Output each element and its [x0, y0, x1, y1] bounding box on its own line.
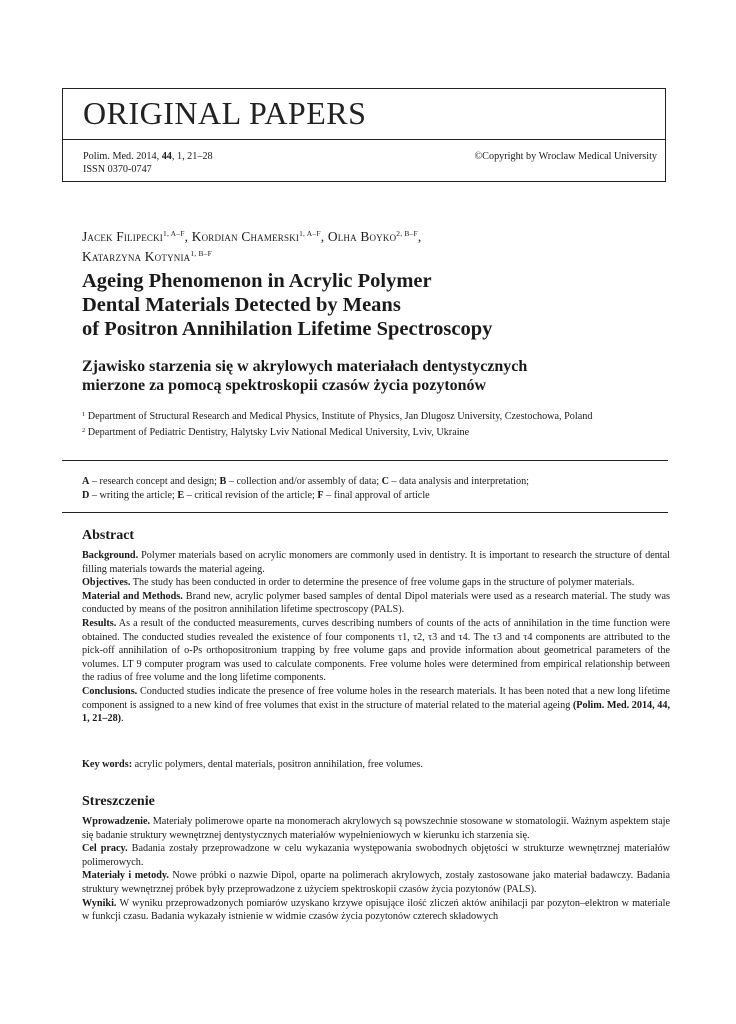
author-list	[82, 225, 682, 265]
citation: Polim. Med. 2014, 44, 1, 21–28	[83, 151, 213, 162]
copyright: ©Copyright by Wroclaw Medical University	[474, 151, 657, 162]
affiliations	[82, 408, 662, 439]
author: Katarzyna Kotynia$^{1, B-F}$	[82, 249, 212, 264]
streszczenie-section: Materiały i metody. Nowe próbki o nazwie Dipol, oparte na polimerach akrylowych, zostały zastosowane jako materiał badawczy. Badania struktury wewnętrznej próbek były przeprowadzone z użyciem spektroskopii czasów życia pozytonów (PALS).	[82, 870, 670, 895]
abstract-section: Conclusions. Conducted studies indicate the presence of free volume holes in the research materials. It has been noted that a new long lifetime component is assigned to a new kind of free volumes that exist in the structure of material related to the material ageing (Polim. Med. 2014, 44, 1, 21–28).	[82, 685, 670, 725]
author: Kordian Chamerski$^{1, A-F}$,	[191, 229, 328, 244]
streszczenie-section: Wprowadzenie. Materiały polimerowe oparte na monomerach akrylowych są powszechnie stosowane w stomatologii. Ważnym aspektem staje się badanie struktury wewnętrznej dentystycznych materiałów wypełnieniowych w kierunku ich starzenia się.	[82, 816, 670, 841]
streszczenie-body	[82, 815, 670, 924]
streszczenie-heading: Streszczenie	[82, 794, 155, 809]
header-divider	[63, 139, 665, 140]
section-label: ORIGINAL PAPERS	[83, 95, 367, 131]
affiliation: $^1$ Department of Structural Research and Medical Physics, Institute of Physics, Jan Dlugosz University, Czestochowa, Poland	[82, 411, 593, 422]
abstract-body	[82, 549, 670, 726]
citation-block	[83, 150, 213, 176]
contribution-legend: A – research concept and design; B – collection and/or assembly of data; C – data analysis and interpretation; D – writing the article; E – critical revision of the article; F – final approval of article	[82, 476, 530, 501]
abstract-section: Results. As a result of the conducted measurements, curves describing numbers of counts of the acts of annihilation in the time function were obtained. The conducted studies revealed the existence of four components τ1, τ2, τ3 and τ4. The τ3 and τ4 components are attributed to the pick-off annihilation of o-Ps orthopositronium trapping by free volume gaps and provide information about geometrical parameters of the volumes. LT 9 computer program was used to calculate components. Free volume holes were determined from empirical relationship between the radius of free volume and the long lifetime components.	[82, 617, 670, 684]
abstract-heading: Abstract	[82, 528, 135, 543]
abstract-section: Material and Methods. Brand new, acrylic polymer based samples of dental Dipol materials were used as a research material. The study was conducted by means of the positron annihilation lifetime spectroscopy (PALS).	[82, 590, 670, 616]
abstract-section: Background. Polymer materials based on acrylic monomers are commonly used in dentistry. It is important to research the structure of dental filling materials towards the material ageing.	[82, 550, 670, 575]
author: Jacek Filipecki$^{1, A-F}$,	[82, 229, 192, 244]
divider	[62, 460, 668, 461]
article-title: Ageing Phenomenon in Acrylic Polymer Dental Materials Detected by Means of Positron Annihilation Lifetime Spectroscopy	[82, 270, 493, 340]
abstract-section: Objectives. The study has been conducted in order to determine the presence of free volume gaps in the structure of polymer materials.	[82, 577, 635, 589]
author: Olha Boyko$^{2, B-F}$,	[327, 229, 422, 244]
divider	[62, 512, 668, 513]
streszczenie-section: Cel pracy. Badania zostały przeprowadzone w celu wykazania występowania swobodnych objętości w strukturze wewnętrznej materiałów polimerowych.	[82, 843, 670, 868]
affiliation: $^2$ Department of Pediatric Dentistry, Halytsky Lviv National Medical University, Lviv, Ukraine	[82, 426, 470, 438]
journal-header	[62, 88, 666, 182]
keywords: Key words: acrylic polymers, dental materials, positron annihilation, free volumes.	[82, 759, 423, 770]
article-subtitle: Zjawisko starzenia się w akrylowych materiałach dentystycznych mierzone za pomocą spektroskopii czasów życia pozytonów	[82, 358, 528, 394]
issn: ISSN 0370-0747	[83, 164, 152, 175]
streszczenie-section: Wyniki. W wyniku przeprowadzonych pomiarów uzyskano krzywe opisujące ilość zliczeń aktów anihilacji par pozyton–elektron w materiale w funkcji czasu. Badania wykazały istnienie w widmie czasów życia pozytonów czterech składowych	[82, 897, 670, 923]
